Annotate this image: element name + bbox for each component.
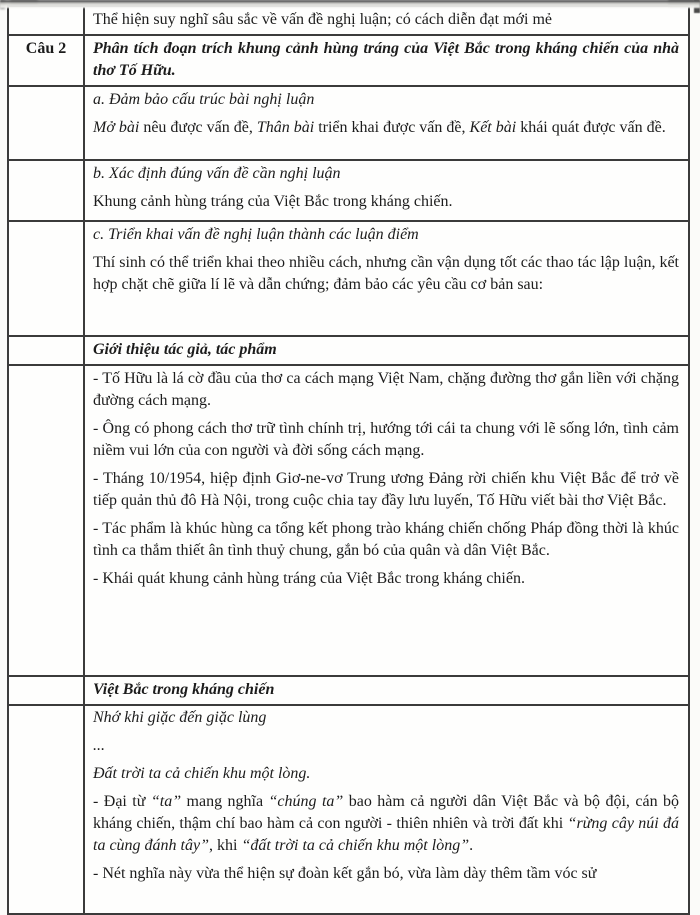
- text-segment: Đất trời ta cả chiến khu một lòng.: [93, 765, 311, 782]
- text-segment: .: [469, 837, 474, 854]
- text-segment: , khi: [209, 837, 242, 854]
- paragraph: [93, 468, 679, 512]
- content-cell: [84, 86, 689, 160]
- paragraph: [93, 863, 679, 885]
- text-segment: - Tố Hữu là lá cờ đầu của thơ ca cách mạng Việt Nam, chặng đường thơ gắn liền với chặng đường cách mạng.: [93, 370, 679, 409]
- question-label-cell: [8, 35, 84, 86]
- text-segment: Nhớ khi giặc đến giặc lùng: [93, 709, 267, 726]
- question-label-cell: [8, 221, 84, 336]
- text-segment: mang nghĩa: [181, 793, 269, 810]
- text-segment: “rừng cây núi đá ta cùng đánh tây”: [93, 815, 679, 854]
- question-label-cell: [8, 705, 84, 914]
- content-cell: [84, 160, 689, 221]
- table-row: [8, 35, 689, 86]
- paragraph: [93, 9, 679, 31]
- paragraph: [93, 117, 679, 139]
- table-row: [8, 676, 689, 705]
- paragraph: [93, 518, 679, 562]
- text-segment: Giới thiệu tác giả, tác phẩm: [93, 341, 277, 358]
- text-segment: Mở bài: [93, 119, 140, 136]
- content-cell: [84, 221, 689, 336]
- text-segment: - Khái quát khung cảnh hùng tráng của Việt Bắc trong kháng chiến.: [93, 570, 525, 587]
- text-segment: b. Xác định đúng vấn đề cần nghị luận: [93, 165, 341, 182]
- paragraph: [93, 38, 679, 82]
- question-label-cell: [8, 676, 84, 705]
- text-segment: nêu được vấn đề,: [139, 119, 257, 136]
- content-cell: [84, 336, 689, 365]
- text-segment: c. Triển khai vấn đề nghị luận thành các luận điểm: [93, 226, 419, 243]
- question-label-cell: [8, 160, 84, 221]
- question-label-cell: [8, 336, 84, 365]
- content-cell: [84, 676, 689, 705]
- text-segment: Thí sinh có thể triển khai theo nhiều cách, nhưng cần vận dụng tốt các thao tác lập luận, kết hợp chặt chẽ giữa lí lẽ và dẫn chứng; đảm bảo các yêu cầu cơ bản sau:: [93, 254, 679, 293]
- paragraph: [93, 568, 679, 590]
- text-segment: “đất trời ta cả chiến khu một lòng”: [241, 837, 470, 854]
- text-segment: bao hàm cả người dân Việt Bắc và bộ đội, cán bộ kháng chiến, thậm chí bao hàm cả con người - thiên nhiên và trời đất khi: [93, 793, 679, 832]
- question-label-cell: [8, 365, 84, 676]
- table-row: [8, 365, 689, 676]
- table-row: [8, 705, 689, 914]
- question-label: Câu 2: [25, 40, 67, 57]
- table-row: [8, 221, 689, 336]
- text-segment: “ta”: [150, 793, 182, 810]
- text-segment: - Đại từ: [93, 793, 151, 810]
- text-segment: Phân tích đoạn trích khung cảnh hùng tráng của Việt Bắc trong kháng chiến của nhà thơ Tố Hữu.: [93, 40, 679, 79]
- question-label-cell: [8, 86, 84, 160]
- text-segment: Thể hiện suy nghĩ sâu sắc về vấn đề nghị luận; có cách diễn đạt mới mẻ: [93, 11, 552, 28]
- text-segment: - Nét nghĩa này vừa thể hiện sự đoàn kết gắn bó, vừa làm dày thêm tầm vóc sử: [93, 865, 597, 882]
- content-cell: [84, 365, 689, 676]
- text-segment: - Ông có phong cách thơ trữ tình chính trị, hướng tới cái ta chung với lẽ sống lớn, tình cảm niềm vui lớn của con người và đời sống cách mạng.: [93, 420, 679, 459]
- paragraph: [93, 679, 679, 701]
- question-label-cell: [8, 6, 84, 35]
- paragraph: [93, 763, 679, 785]
- text-segment: triển khai được vấn đề,: [314, 119, 470, 136]
- paragraph: [93, 791, 679, 857]
- content-cell: [84, 705, 689, 914]
- text-segment: ...: [93, 737, 105, 754]
- paragraph: [93, 418, 679, 462]
- paragraph: [93, 735, 679, 757]
- text-segment: a. Đảm bảo cấu trúc bài nghị luận: [93, 91, 315, 108]
- paragraph: [93, 368, 679, 412]
- scan-smudge-top-left-corner: [0, 0, 5, 9]
- table-row: [8, 160, 689, 221]
- paragraph: [93, 339, 679, 361]
- scan-smudge-top-right-edge: [694, 0, 700, 13]
- paragraph: [93, 89, 679, 111]
- answer-key-table: [7, 5, 690, 915]
- text-segment: “chúng ta”: [268, 793, 344, 810]
- table-row: [8, 336, 689, 365]
- table-row: [8, 6, 689, 35]
- paragraph: [93, 224, 679, 246]
- text-segment: Kết bài: [469, 119, 517, 136]
- text-segment: - Tháng 10/1954, hiệp định Giơ-ne-vơ Trung ương Đảng rời chiến khu Việt Bắc để trở về tiếp quản thủ đô Hà Nội, trong cuộc chia tay đầy lưu luyến, Tố Hữu viết bài thơ Việt Bắc.: [93, 470, 679, 509]
- text-segment: Thân bài: [256, 119, 315, 136]
- paragraph: [93, 252, 679, 296]
- content-cell: [84, 6, 689, 35]
- text-segment: Việt Bắc trong kháng chiến: [93, 681, 275, 698]
- paragraph: [93, 163, 679, 185]
- text-segment: - Tác phẩm là khúc hùng ca tổng kết phong trào kháng chiến chống Pháp đồng thời là khúc tình ca thắm thiết ân tình thuỷ chung, gắn bó của quân và dân Việt Bắc.: [93, 520, 679, 559]
- paragraph: [93, 707, 679, 729]
- table-row: [8, 86, 689, 160]
- content-cell: [84, 35, 689, 86]
- paragraph: [93, 191, 679, 213]
- text-segment: Khung cảnh hùng tráng của Việt Bắc trong kháng chiến.: [93, 193, 453, 210]
- text-segment: khái quát được vấn đề.: [516, 119, 666, 136]
